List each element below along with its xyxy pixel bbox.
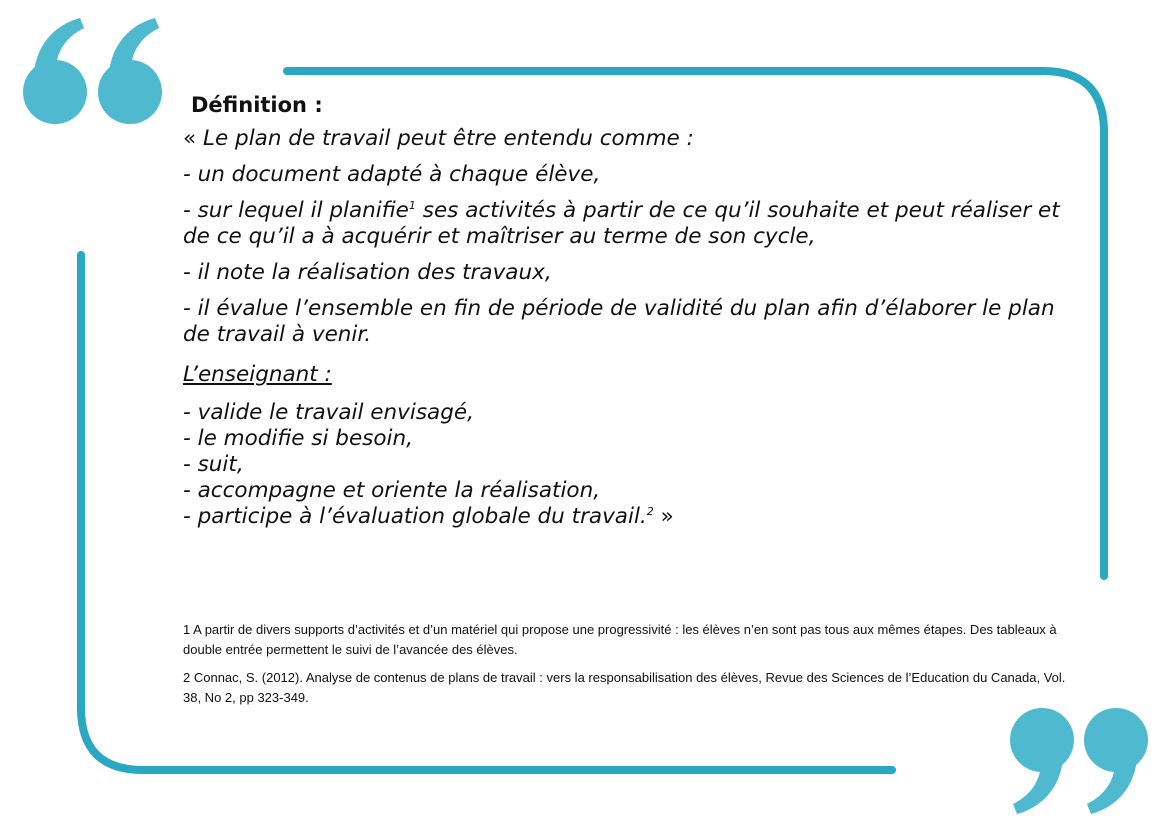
point-4: - il évalue l’ensemble en fin de période de validité du plan afin d’élaborer le plan de travail à venir.	[183, 296, 1055, 347]
close-guillemet: »	[653, 504, 674, 529]
teacher-item-4: - accompagne et oriente la réalisation,	[183, 478, 601, 503]
footnotes	[183, 620, 1083, 716]
point-3: - il note la réalisation des travaux,	[183, 260, 552, 285]
definition-intro	[183, 126, 1083, 152]
point-2	[183, 198, 1083, 250]
teacher-item-5	[183, 504, 1083, 530]
teacher-item-1: - valide le travail envisagé,	[183, 400, 474, 425]
definition-heading: Définition :	[191, 93, 323, 117]
point-2-start: - sur lequel il planifie	[183, 198, 409, 223]
footnote-ref-1: 1	[408, 198, 416, 212]
open-quote-icon	[18, 14, 173, 129]
teacher-title: L’enseignant :	[183, 362, 332, 387]
point-2-end: ses activités à partir de ce qu’il souhaite et peut réaliser et de ce qu’il a à acquérir et maîtriser au terme de son cycle,	[183, 198, 1060, 249]
teacher-item-3: - suit,	[183, 452, 244, 477]
footnote-2: 2 Connac, S. (2012). Analyse de contenus de plans de travail : vers la responsabilisation des élèves, Revue des Sciences de l’Education du Canada, Vol. 38, No 2, pp 323-349.	[183, 670, 1066, 705]
intro-text: Le plan de travail peut être entendu comme :	[203, 126, 694, 151]
close-quote-icon	[1000, 702, 1155, 820]
footnote-1: 1 A partir de divers supports d’activités et d’un matériel qui propose une progressivité : les élèves n’en sont pas tous aux mêmes étapes. Des tableaux à double entrée permettent le suivi de l’avancée des élèves.	[183, 622, 1057, 657]
point-1: - un document adapté à chaque élève,	[183, 162, 601, 187]
open-guillemet: «	[183, 126, 197, 151]
teacher-item-2: - le modifie si besoin,	[183, 426, 413, 451]
footnote-ref-2: 2	[646, 504, 654, 518]
teacher-item-5-text: - participe à l’évaluation globale du travail.	[183, 504, 647, 529]
definition-block	[183, 92, 1083, 530]
